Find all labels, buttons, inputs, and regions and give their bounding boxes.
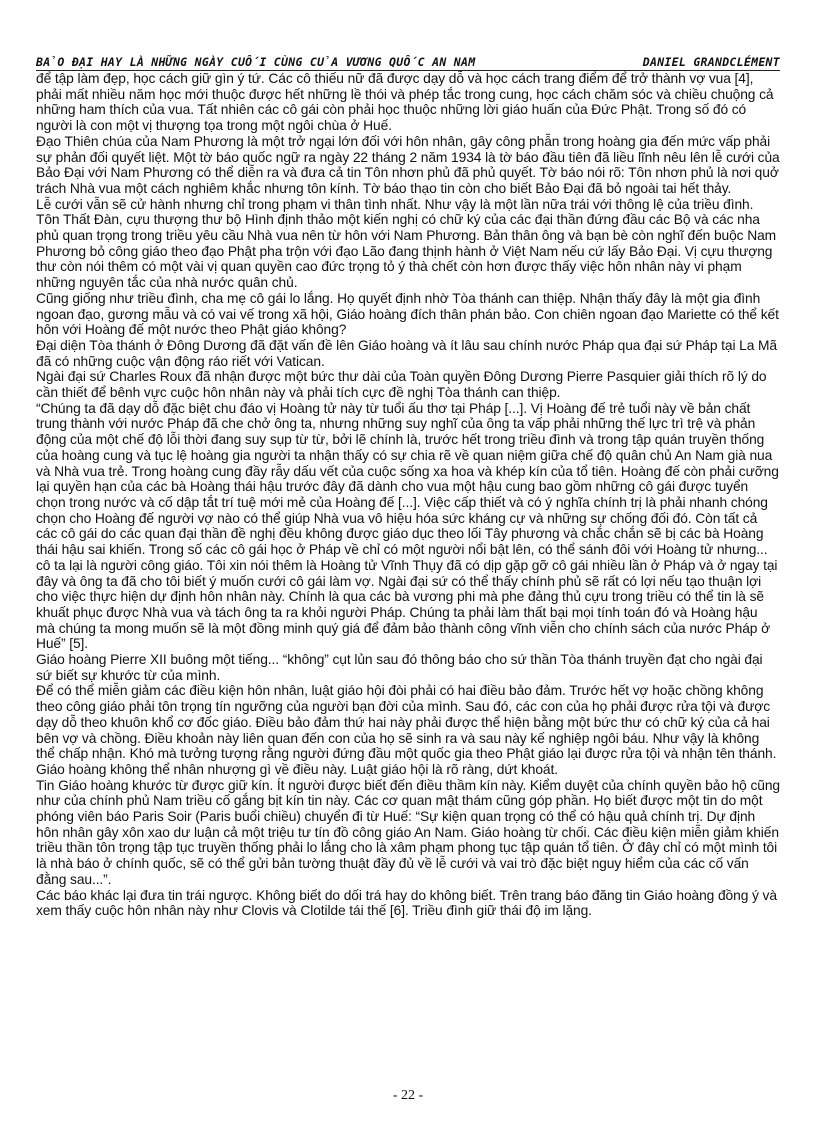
document-page bbox=[36, 50, 780, 919]
paragraph: Cũng giống như triều đình, cha mẹ cô gái lo lắng. Họ quyết định nhờ Tòa thánh can thiệp. Nhận thấy đây là một gia đình ngoan đạo, gương mẫu và có vai vế trong xã hội, Giáo hoàng đích thân phán bảo. Con chiên ngoan đạo Mariette có thể kết hôn với Hoàng đế một nước theo Phật giáo không? bbox=[36, 290, 779, 338]
paragraph: Các báo khác lại đưa tin trái ngược. Không biết do dối trá hay do không biết. Trên trang báo đăng tin Giáo hoàng đồng ý và xem thấy cuộc hôn nhân này như Clovis và Clotilde tái thế [6]. Triều đình giữ thái độ im lặng. bbox=[36, 887, 777, 919]
body-text bbox=[36, 71, 780, 919]
paragraph: Giáo hoàng Pierre XII buông một tiếng... “không” cụt lủn sau đó thông báo cho sứ thần Tòa thánh truyền đạt cho ngài đại sứ biết sự khước từ của mình. bbox=[36, 652, 763, 683]
paragraph: Tôn Thất Đàn, cựu thượng thư bộ Hình định thảo một kiến nghị có chữ ký của các đại thần đứng đầu các Bộ và các nha phủ quan trọng trong triều yêu cầu Nhà vua nên từ hôn với Nam Phương. Bản thân ông và bạn bè còn nghĩ đến buộc Nam Phương bỏ công giáo theo đạo Phật pha trộn với đạo Lão đang thịnh hành ở Việt Nam nếu cứ lấy Bảo Đại. Vị cựu thượng thư còn nói thêm có một vài vị quan quyền cao đức trọng tỏ ý thà chết còn hơn được thấy việc hôn nhân này vi phạm những nguyên tắc của nhà nước quân chủ. bbox=[36, 212, 777, 291]
header-book-title: BẢO ĐẠI HAY LÀ NHỮNG NGÀY CUỐI CÙNG CỦA VƯƠNG QUỐC AN NAM bbox=[36, 55, 476, 69]
paragraph: để tập làm đẹp, học cách giữ gìn ý tứ. Các cô thiếu nữ đã được dạy dỗ và học cách trang điểm để trở thành vợ vua [4], phải mất nhiều năm học mới thuộc được hết những lề thói và phép tắc trong cung, học cách chăm sóc và chiều chuộng cả những ham thích của vua. Tất nhiên các cô gái còn phải học thuộc những lời giáo huấn của Đức Phật. Trong số đó có người là con một vị thượng tọa trong một ngôi chùa ở Huế. bbox=[36, 71, 774, 134]
paragraph: Để có thể miễn giảm các điều kiện hôn nhân, luật giáo hội đòi phải có hai điều bảo đảm. Trước hết vợ hoặc chồng không theo công giáo phải tôn trọng tín ngưỡng của người bạn đời của mình. Sau đó, các con của họ phải được rửa tội và được dạy dỗ theo khuôn khổ cơ đốc giáo. Điều bảo đảm thứ hai này phải được thể hiện bằng một bức thư có chữ ký của cả hai bên vợ và chồng. Điều khoản này liên quan đến con của họ sẽ sinh ra và sau này kế nghiệp ngôi báu. Như vậy là không thể chấp nhận. Khó mà tưởng tượng rằng người đứng đầu một quốc gia theo Phật giáo lại được rửa tội và nhận tên thánh. Giáo hoàng không thể nhân nhượng gì về điều này. Luật giáo hội là rõ ràng, dứt khoát. bbox=[36, 683, 777, 777]
running-header bbox=[36, 50, 780, 71]
page-number: - 22 - bbox=[392, 1088, 424, 1103]
paragraph: Đại diện Tòa thánh ở Đông Dương đã đặt vấn đề lên Giáo hoàng và ít lâu sau chính nước Pháp qua đại sứ Pháp tại La Mã đã có những cuộc vận động ráo riết với Vatican. bbox=[36, 337, 777, 369]
paragraph: Ngài đại sứ Charles Roux đã nhận được một bức thư dài của Toàn quyền Đông Dương Pierre Pasquier giải thích rõ lý do cần thiết để bênh vực cuộc hôn nhân này và phải tích cực đề nghị Tòa thánh can thiệp. bbox=[36, 369, 767, 401]
paragraph: Lễ cưới vẫn sẽ cử hành nhưng chỉ trong phạm vi thân tình nhất. Như vậy là một lần nữa trái với thông lệ của triều đình. bbox=[36, 196, 754, 212]
paragraph: Tin Giáo hoàng khước từ được giữ kín. Ít người được biết đến điều thầm kín này. Kiểm duyệt của chính quyền bảo hộ cũng như của chính phủ Nam triều cố gắng bịt kín tin này. Các cơ quan mật thám cũng góp phần. Họ biết được một tin do một phóng viên báo Paris Soir (Paris buổi chiều) chuyển đi từ Huế: “Sự kiện quan trọng có thể có hậu quả chính trị. Dự định hôn nhân gây xôn xao dư luận cả một triệu tư tín đồ công giáo An Nam. Giáo hoàng từ chối. Các điều kiện miễn giảm khiến triều thần tôn trọng tập tục truyền thống phải lo lắng cho là xâm phạm phong tục tập quán tổ tiên. Ở đây chỉ có một mình tôi là nhà báo ở chính quốc, sẽ có thể gửi bản tường thuật đầy đủ về lễ cưới và vai trò đặc biệt nguy hiểm của các cố vấn đằng sau...”. bbox=[36, 777, 781, 887]
paragraph: Đạo Thiên chúa của Nam Phương là một trở ngại lớn đối với hôn nhân, gây công phẫn trong hoàng gia đến mức vấp phải sự phản đối quyết liệt. Một tờ báo quốc ngữ ra ngày 22 tháng 2 năm 1934 là tờ báo đầu tiên đã liều lĩnh nêu lên lễ cưới của Bảo Đại với Nam Phương có thể diễn ra và đưa cả tin Tôn nhơn phủ đã phủ quyết. Tờ báo nói rõ: Tôn nhơn phủ là nơi quở trách Nhà vua một cách nghiêm khắc nhưng tôn kính. Tờ báo thạo tin còn cho biết Bảo Đại đã bỏ ngoài tai hết thảy. bbox=[36, 133, 780, 196]
header-author: DANIEL GRANDCLÉMENT bbox=[642, 55, 780, 69]
quoted-letter-paragraph: “Chúng ta đã dạy dỗ đặc biệt chu đáo vị Hoàng tử này từ tuổi ấu thơ tại Pháp [...]. Vị Hoàng đế trẻ tuổi này về bản chất trung thành với nước Pháp đã che chở ông ta, nhưng những suy nghĩ của ông ta vấp phải những thế lực trì trệ và phản động của một chế độ lỗi thời đang suy sụp từ từ, bởi lẽ chính là, trước hết trong triều đình và trong tập quán truyền thống của hoàng cung và tục lệ hoàng gia người ta nhận thấy có sự chia rẽ về quan niệm giữa chế độ quân chủ An Nam già nua và Nhà vua trẻ. Trong hoàng cung đầy rẫy dấu vết của cuộc sống xa hoa và khép kín của tổ tiên. Hoàng đế còn phải cưỡng lại quyền hạn của các bà Hoàng thái hậu trước đây đã dành cho vua một hậu cung bao gồm những cô gái được tuyển chọn trong nước và cố dập tắt trí tuệ mới mẻ của Hoàng đế [...]. Việc cấp thiết và có ý nghĩa chính trị là phải nhanh chóng chọn cho Hoàng đế người vợ nào có thể giúp Nhà vua vô hiệu hóa sức kháng cự và những sự chống đối đó. Còn tất cả các cô gái do các quan đại thần đề nghị đều không được giáo dục theo lối Tây phương và chắc chắn sẽ bị các bà Hoàng thái hậu sai khiến. Trong số các cô gái học ở Pháp về chỉ có một người nổi bật lên, có thể sánh đôi với Hoàng tử nhưng... cô ta lại là người công giáo. Tôi xin nói thêm là Hoàng tử Vĩnh Thụy đã có dịp gặp gỡ cô gái nhiều lần ở Pháp và ở ngay tại đây và ông ta đã cho tôi biết ý muốn cưới cô gái làm vợ. Ngài đại sứ có thể thấy chính phủ sẽ rất có lợi nếu tạo thuận lợi cho việc thực hiện dự định hôn nhân này. Chính là qua các bà vương phi mà phe đảng thủ cựu trong triều có thể tin là sẽ khuất phục được Nhà vua và tách ông ta ra khỏi người Pháp. Chúng ta phải làm thất bại mọi tính toán đó và Hoàng hậu mà chúng ta mong muốn sẽ là một đồng minh quý giá để đảm bảo thành công vĩnh viễn cho chính sách của nước Pháp ở Huế” [5]. bbox=[36, 400, 779, 652]
